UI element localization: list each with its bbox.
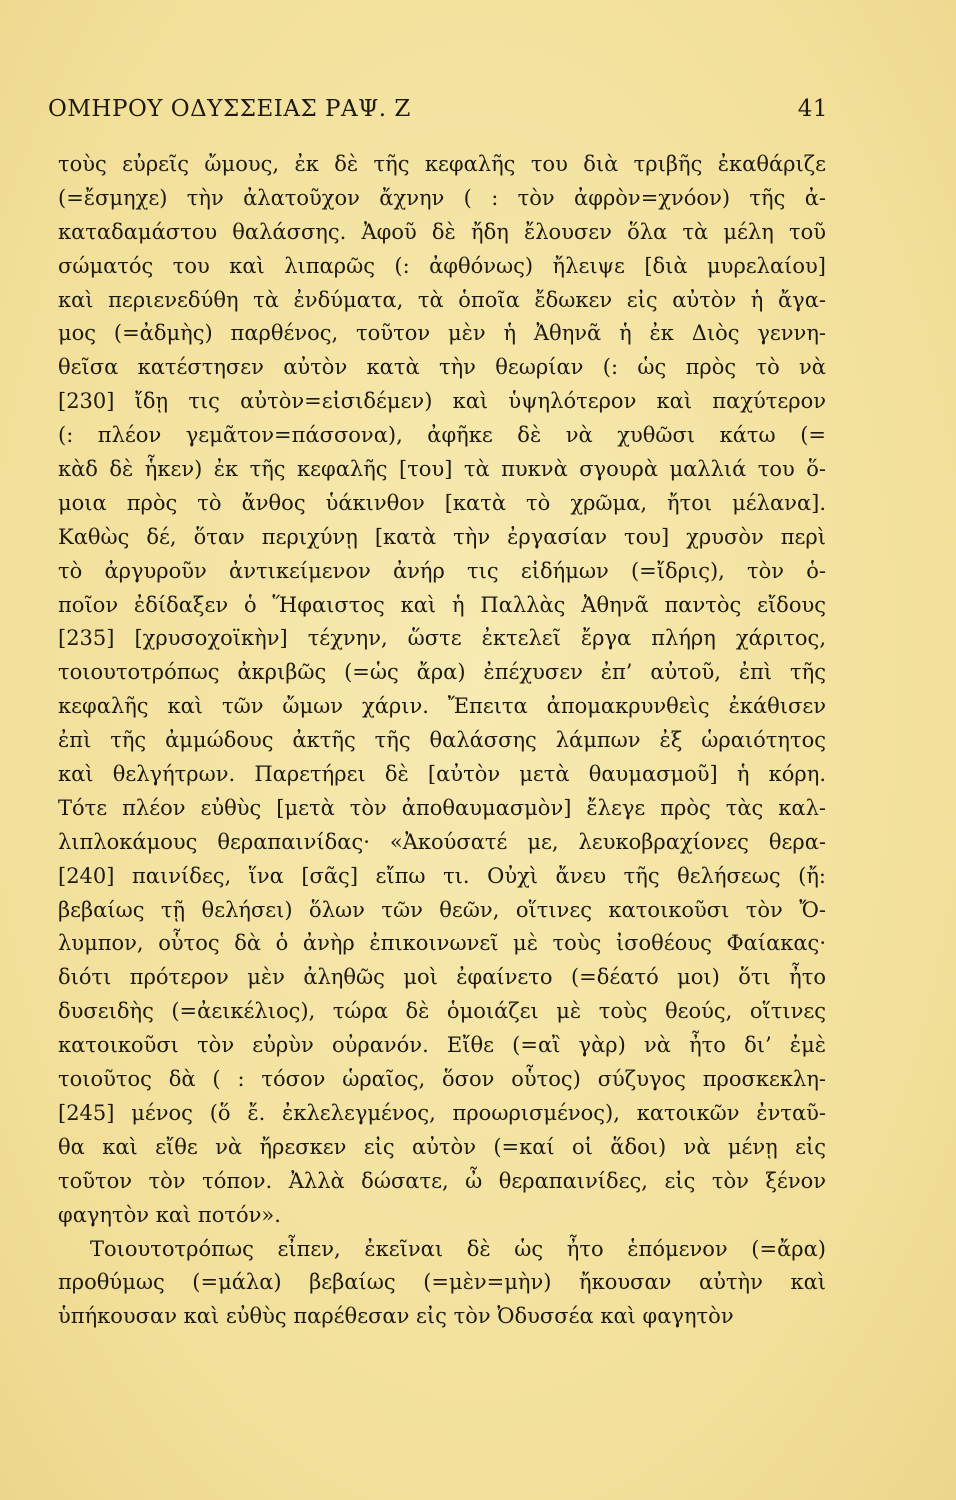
- text-line: κὰδ δὲ ἧκεν) ἐκ τῆς κεφαλῆς [του] τὰ πυκνὰ σγουρὰ μαλλιά του ὅ-: [58, 457, 826, 482]
- text-line: καὶ περιενεδύθη τὰ ἐνδύματα, τὰ ὁποῖα ἔδωκεν εἰς αὐτὸν ἡ ἄγα-: [58, 287, 826, 312]
- page-number: 41: [797, 96, 828, 122]
- text-line: ποῖον ἐδίδαξεν ὁ Ἥφαιστος καὶ ἡ Παλλὰς Ἀθηνᾶ παντὸς εἴδους: [58, 592, 826, 617]
- text-line: τοιοῦτος δὰ ( : τόσον ὡραῖος, ὅσον οὗτος) σύζυγος προσκεκλη-: [58, 1067, 826, 1092]
- text-line: Καθὼς δέ, ὅταν περιχύνῃ [κατὰ τὴν ἐργασίαν του] χρυσὸν περὶ: [58, 524, 826, 549]
- text-line: [230] ἴδῃ τις αὐτὸν=εἰσιδέμεν) καὶ ὑψηλότερον καὶ παχύτερον: [58, 389, 826, 414]
- text-line: σώματός του καὶ λιπαρῶς (: ἀφθόνως) ἤλειψε [διὰ μυρελαίου]: [58, 253, 826, 278]
- text-line: τοὺς εὐρεῖς ὤμους, ἐκ δὲ τῆς κεφαλῆς του διὰ τριβῆς ἐκαθάριζε: [58, 152, 826, 176]
- text-line: μοια πρὸς τὸ ἄνθος ὑάκινθον [κατὰ τὸ χρῶμα, ἤτοι μέλανα].: [58, 490, 826, 515]
- text-line: δυσειδὴς (=ἀεικέλιος), τώρα δὲ ὁμοιάζει μὲ τοὺς θεούς, οἵτινες: [58, 999, 826, 1024]
- text-line: τοιουτοτρόπως ἀκριβῶς (=ὡς ἄρα) ἐπέχυσεν ἐπ’ αὐτοῦ, ἐπὶ τῆς: [58, 660, 826, 685]
- text-line: μος (=ἀδμὴς) παρθένος, τοῦτον μὲν ἡ Ἀθηνᾶ ἡ ἐκ Διὸς γεννη-: [58, 321, 826, 346]
- text-line: κεφαλῆς καὶ τῶν ὤμων χάριν. Ἔπειτα ἀπομακρυνθεὶς ἐκάθισεν: [58, 694, 826, 719]
- text-line: (: πλέον γεμᾶτον=πάσσονα), ἀφῆκε δὲ νὰ χυθῶσι κάτω (=: [58, 423, 826, 448]
- text-line: λυμπον, οὗτος δὰ ὁ ἀνὴρ ἐπικοινωνεῖ μὲ τοὺς ἰσοθέους Φαίακας·: [58, 931, 826, 956]
- text-line: Τοιουτοτρόπως εἶπεν, ἐκεῖναι δὲ ὡς ἦτο ἑπόμενον (=ἄρα): [90, 1236, 826, 1261]
- text-line: [245] μένος (ὅ ἔ. ἐκλελεγμένος, προωρισμένος), κατοικῶν ἐνταῦ-: [58, 1100, 826, 1125]
- text-line: κατοικοῦσι τὸν εὐρὺν οὐρανόν. Εἴθε (=αἲ γὰρ) νὰ ἦτο δι’ ἐμὲ: [58, 1033, 826, 1058]
- paragraph: [58, 1233, 826, 1335]
- text-line: φαγητὸν καὶ ποτόν».: [58, 1202, 281, 1227]
- running-title: ΟΜΗΡΟΥ ΟΔΥΣΣΕΙΑΣ ΡΑΨ. Ζ: [48, 96, 411, 122]
- text-line: καταδαμάστου θαλάσσης. Ἀφοῦ δὲ ἤδη ἔλουσεν ὅλα τὰ μέλη τοῦ: [58, 219, 826, 244]
- text-line: θεῖσα κατέστησεν αὐτὸν κατὰ τὴν θεωρίαν (: ὡς πρὸς τὸ νὰ: [58, 355, 826, 380]
- text-line: καὶ θελγήτρων. Παρετήρει δὲ [αὐτὸν μετὰ θαυμασμοῦ] ἡ κόρη.: [58, 762, 826, 787]
- running-header: [48, 96, 828, 136]
- text-line: Τότε πλέον εὐθὺς [μετὰ τὸν ἀποθαυμασμὸν] ἔλεγε πρὸς τὰς καλ-: [58, 795, 826, 820]
- text-line: ὑπήκουσαν καὶ εὐθὺς παρέθεσαν εἰς τὸν Ὀδυσσέα καὶ φαγητὸν: [58, 1304, 734, 1329]
- text-line: τοῦτον τὸν τόπον. Ἀλλὰ δώσατε, ὦ θεραπαινίδες, εἰς τὸν ξένον: [58, 1168, 826, 1193]
- text-line: ἐπὶ τῆς ἀμμώδους ἀκτῆς τῆς θαλάσσης λάμπων ἐξ ὡραιότητος: [58, 728, 826, 753]
- text-line: [240] παινίδες, ἵνα [σᾶς] εἴπω τι. Οὐχὶ ἄνευ τῆς θελήσεως (ἤ:: [58, 863, 826, 888]
- text-line: (=ἔσμηχε) τὴν ἀλατοῦχον ἄχνην ( : τὸν ἀφρὸν=χνόον) τῆς ἀ-: [58, 185, 826, 210]
- text-line: θα καὶ εἴθε νὰ ἤρεσκεν εἰς αὐτὸν (=καί οἱ ἅδοι) νὰ μένῃ εἰς: [58, 1134, 826, 1159]
- text-line: διότι πρότερον μὲν ἀληθῶς μοὶ ἐφαίνετο (=δέατό μοι) ὅτι ἦτο: [58, 965, 826, 990]
- text-body: [58, 148, 826, 1334]
- text-line: λιπλοκάμους θεραπαινίδας· «Ἀκούσατέ με, λευκοβραχίονες θερα-: [58, 829, 826, 854]
- text-line: βεβαίως τῇ θελήσει) ὅλων τῶν θεῶν, οἵτινες κατοικοῦσι τὸν Ὄ-: [58, 897, 826, 922]
- paragraph: [58, 148, 826, 1233]
- text-line: [235] [χρυσοχοϊκὴν] τέχνην, ὥστε ἐκτελεῖ ἔργα πλήρη χάριτος,: [58, 626, 826, 651]
- text-line: προθύμως (=μάλα) βεβαίως (=μὲν=μὴν) ἤκουσαν αὐτὴν καὶ: [58, 1270, 826, 1295]
- text-line: τὸ ἀργυροῦν ἀντικείμενον ἀνήρ τις εἰδήμων (=ἴδρις), τὸν ὁ-: [58, 558, 826, 583]
